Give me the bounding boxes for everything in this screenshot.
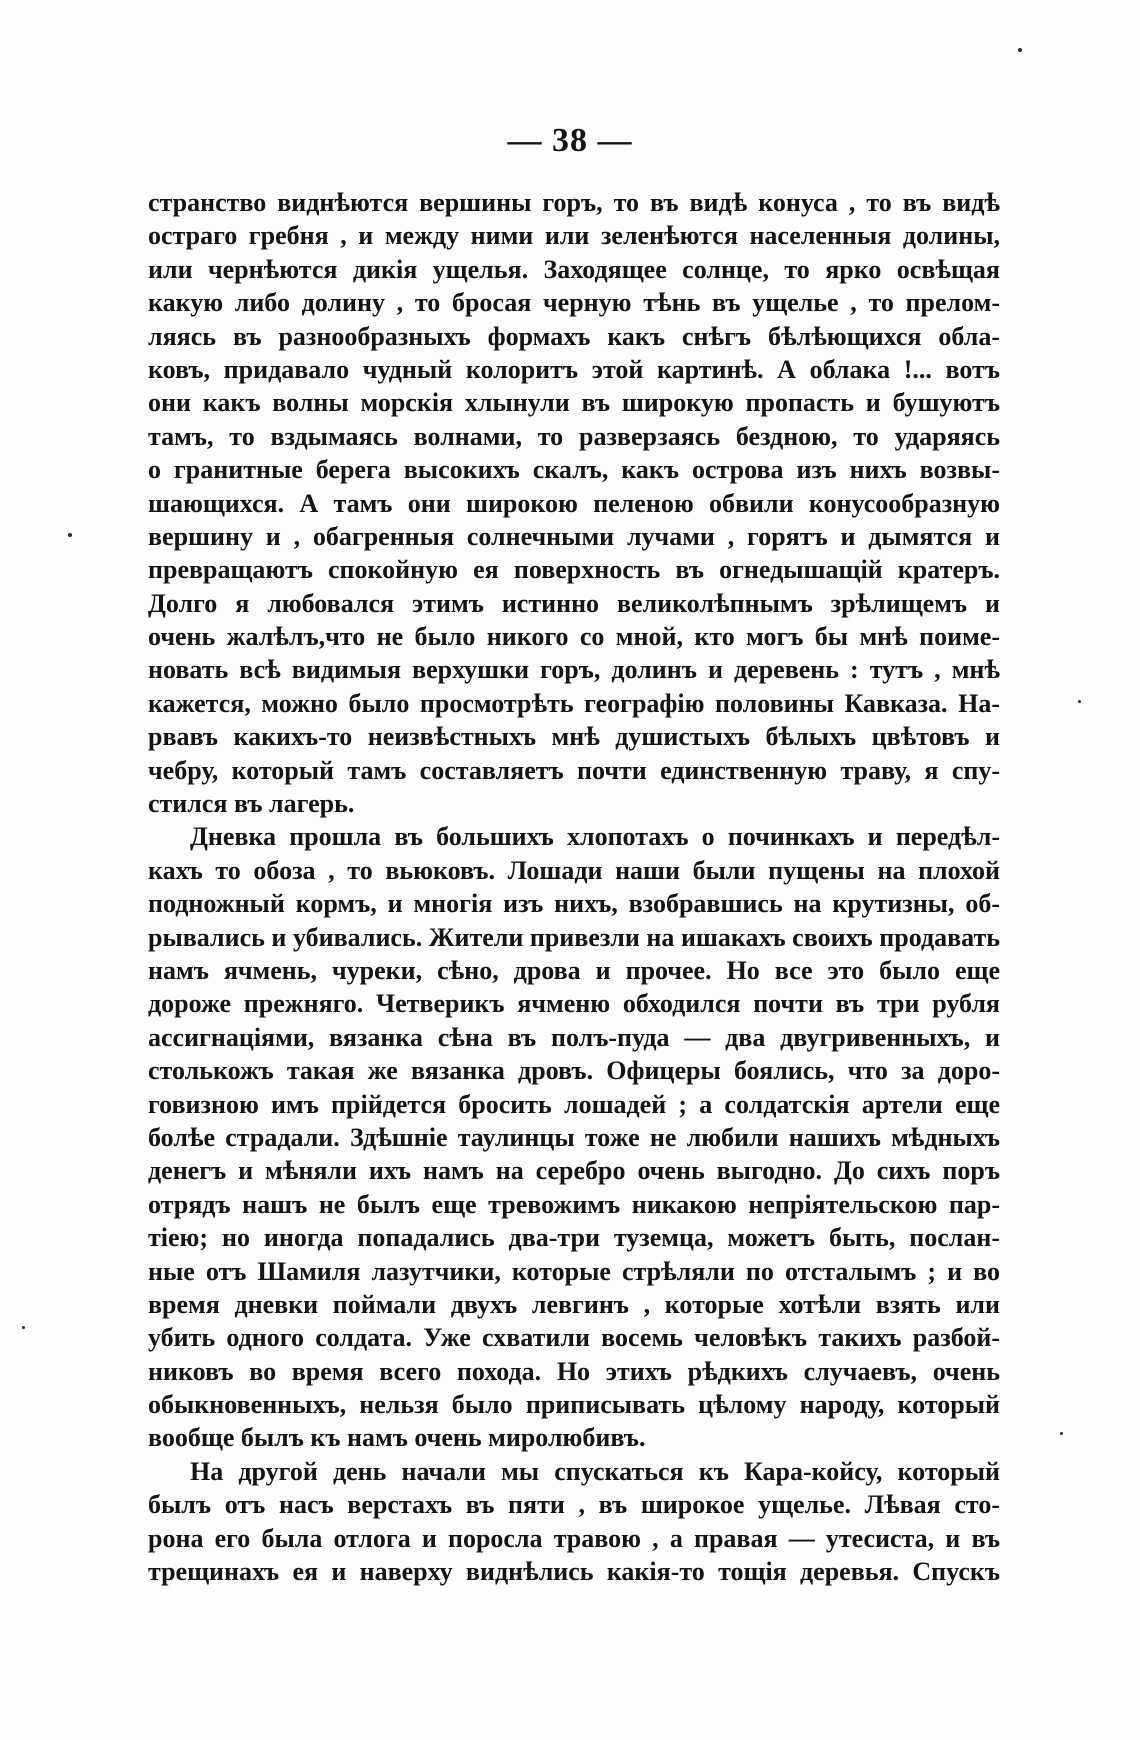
text-line: убить одного солдата. Уже схватили восемь человѣкъ такихъ разбой-	[148, 1323, 1000, 1353]
scan-speck	[1018, 48, 1022, 52]
text-line: намъ ячмень, чуреки, сѣно, дрова и прочее. Но все это было еще	[148, 955, 1000, 985]
text-line: они какъ волны морскія хлынули въ широкую пропасть и бушуютъ	[148, 388, 1000, 418]
paragraph-2	[148, 820, 1000, 1454]
text-line: рона его была отлога и поросла травою , а правая — утесиста, и въ	[148, 1523, 1000, 1553]
text-line: рвавъ какихъ-то неизвѣстныхъ мнѣ душистыхъ бѣлыхъ цвѣтовъ и	[148, 722, 1000, 752]
text-line: никовъ во время всего похода. Но этихъ рѣдкихъ случаевъ, очень	[148, 1356, 1000, 1386]
text-line: отрядъ нашъ не былъ еще тревожимъ никакою непріятельскою пар-	[148, 1189, 1000, 1219]
scan-speck	[1060, 1432, 1063, 1435]
text-line: подножный кормъ, и многія изъ нихъ, взобравшись на крутизны, об-	[148, 889, 1000, 919]
text-line: стился въ лагерь.	[148, 789, 355, 819]
body-text	[148, 186, 1000, 1588]
paragraph-3	[148, 1455, 1000, 1589]
text-line: о гранитные берега высокихъ скалъ, какъ острова изъ нихъ возвы-	[148, 455, 1000, 485]
text-line: На другой день начали мы спускаться къ Кара-койсу, который	[190, 1456, 1000, 1486]
text-line: кахъ то обоза , то вьюковъ. Лошади наши были пущены на плохой	[148, 855, 1000, 885]
text-line: Долго я любовался этимъ истинно великолѣпнымъ зрѣлищемъ и	[148, 588, 1000, 618]
text-line: чебру, который тамъ составляетъ почти единственную траву, я спу-	[148, 755, 1000, 785]
text-line: тіею; но иногда попадались два-три туземца, можетъ быть, послан-	[148, 1223, 1000, 1253]
text-line: тамъ, то вздымаясь волнами, то разверзаясь бездною, то ударяясь	[148, 421, 1000, 451]
text-line: трещинахъ ея и наверху виднѣлись какія-то тощія деревья. Спускъ	[148, 1557, 1000, 1587]
text-line: вершину и , обагренныя солнечными лучами , горятъ и дымятся и	[148, 521, 1000, 551]
text-line: странство виднѣются вершины горъ, то въ видѣ конуса , то въ видѣ	[148, 188, 1000, 217]
text-line: рывались и убивались. Жители привезли на ишакахъ своихъ продавать	[148, 922, 1000, 952]
text-line: дороже прежняго. Четверикъ ячменю обходился почти въ три рубля	[148, 989, 1000, 1019]
text-line: былъ отъ насъ верстахъ въ пяти , въ широкое ущелье. Лѣвая сто-	[148, 1490, 1000, 1520]
text-line: ассигнаціями, вязанка сѣна въ полъ-пуда — два двугривенныхъ, и	[148, 1022, 1000, 1052]
paragraph-1	[148, 186, 1000, 820]
text-line: какую либо долину , то бросая черную тѣнь въ ущелье , то прелом-	[148, 288, 1000, 318]
text-line: шающихся. А тамъ они широкою пеленою обвили конусообразную	[148, 488, 1000, 518]
text-line: новать всѣ видимыя верхушки горъ, долинъ и деревень : тутъ , мнѣ	[148, 655, 1000, 685]
text-line: Дневка прошла въ большихъ хлопотахъ о починкахъ и передѣл-	[190, 822, 1000, 852]
scan-speck	[68, 533, 72, 537]
text-line: очень жалѣлъ,что не было никого со мной, кто могъ бы мнѣ поиме-	[148, 622, 1000, 652]
text-line: обыкновенныхъ, нельзя было приписывать цѣлому народу, который	[148, 1390, 1000, 1420]
text-line: столькожъ такая же вязанка дровъ. Офицеры боялись, что за доро-	[148, 1056, 1000, 1086]
text-line: время дневки поймали двухъ левгинъ , которые хотѣли взять или	[148, 1289, 1000, 1319]
text-line: кажется, можно было просмотрѣть географію половины Кавказа. На-	[148, 688, 1000, 718]
text-line: ковъ, придавало чудный колоритъ этой картинѣ. А облака !... вотъ	[148, 354, 1000, 384]
page-number: — 38 —	[507, 122, 633, 159]
scan-speck	[1078, 700, 1081, 703]
text-line: болѣе страдали. Здѣшніе таулинцы тоже не любили нашихъ мѣдныхъ	[148, 1122, 1000, 1152]
text-line: ляясь въ разнообразныхъ формахъ какъ снѣгъ бѣлѣющихся обла-	[148, 321, 1000, 351]
text-line: превращаютъ спокойную ея поверхность въ огнедышащій кратеръ.	[148, 555, 1000, 585]
text-line: остраго гребня , и между ними или зеленѣются населенныя долины,	[148, 221, 1000, 251]
text-line: или чернѣются дикія ущелья. Заходящее солнце, то ярко освѣщая	[148, 254, 1000, 284]
scan-speck	[22, 1326, 25, 1329]
text-line: ные отъ Шамиля лазутчики, которые стрѣляли по отсталымъ ; и во	[148, 1256, 1000, 1286]
text-line: денегъ и мѣняли ихъ намъ на серебро очень выгодно. До сихъ поръ	[148, 1156, 1000, 1186]
text-line: вообще былъ къ намъ очень миролюбивъ.	[148, 1423, 646, 1453]
text-line: говизною имъ прійдется бросить лошадей ; а солдатскія артели еще	[148, 1089, 1000, 1119]
